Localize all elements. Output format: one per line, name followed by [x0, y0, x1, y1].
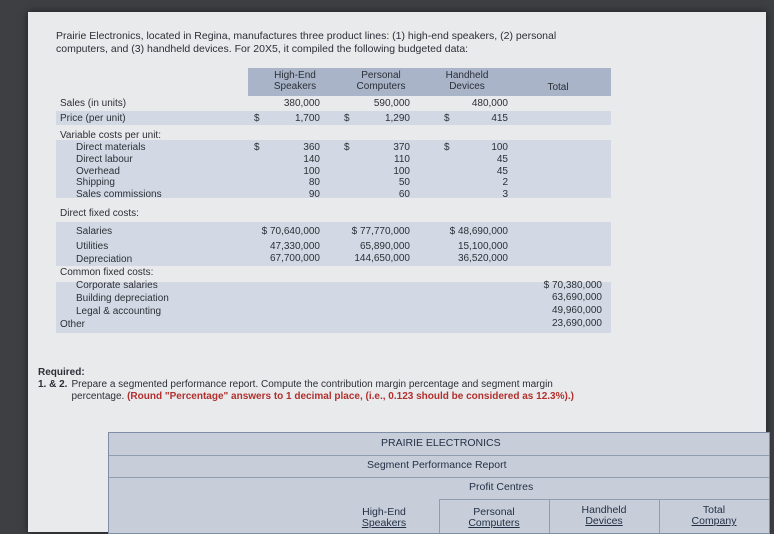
required-number: 1. & 2.	[38, 379, 68, 390]
sc-computers: 60	[398, 189, 410, 200]
label-common-fixed-costs: Common fixed costs:	[60, 267, 154, 278]
report-col-speakers-label: High-End Speakers	[361, 506, 407, 529]
sh-computers: 50	[398, 177, 410, 188]
dm-devices: 100	[491, 142, 508, 153]
oh-devices: 45	[496, 166, 508, 177]
report-group-profit-centres: Profit Centres	[469, 481, 534, 493]
sc-speakers: 90	[308, 189, 320, 200]
dm-cur-1: $	[254, 142, 260, 153]
dep-speakers: 67,700,000	[269, 253, 320, 264]
price-cur-1: $	[254, 113, 260, 124]
col-header-total: Total	[547, 82, 569, 93]
required-body	[71, 379, 598, 403]
label-depreciation: Depreciation	[76, 254, 133, 265]
sh-speakers: 80	[308, 177, 320, 188]
dep-computers: 144,650,000	[354, 253, 410, 264]
uti-devices: 15,100,000	[457, 241, 508, 252]
label-shipping: Shipping	[76, 177, 115, 188]
sales-speakers: 380,000	[283, 98, 320, 109]
sales-devices: 480,000	[471, 98, 508, 109]
label-price: Price (per unit)	[60, 113, 126, 124]
label-sales: Sales (in units)	[60, 98, 127, 109]
report-company: PRAIRIE ELECTRONICS	[381, 437, 501, 449]
required-title: Required:	[38, 367, 85, 378]
sal-devices: $ 48,690,000	[449, 226, 508, 237]
report-title: Segment Performance Report	[367, 459, 507, 471]
report-col-total-label: Total Company	[691, 504, 737, 527]
report-col-computers-label: Personal Computers	[468, 506, 520, 529]
sales-computers: 590,000	[373, 98, 410, 109]
uti-computers: 65,890,000	[359, 241, 410, 252]
price-cur-2: $	[344, 113, 350, 124]
required-text: Prepare a segmented performance report. Compute the contribution margin percentage and segment margin percentage.	[71, 379, 553, 402]
col-header-devices: Handheld Devices	[445, 70, 489, 92]
label-direct-materials: Direct materials	[76, 142, 146, 153]
dm-speakers: 360	[303, 142, 320, 153]
required-section	[38, 367, 598, 403]
label-sales-commissions: Sales commissions	[76, 189, 162, 200]
sal-speakers: $ 70,640,000	[261, 226, 320, 237]
sc-devices: 3	[502, 189, 508, 200]
price-devices: 415	[491, 113, 508, 124]
label-variable-costs: Variable costs per unit:	[60, 130, 161, 141]
label-utilities: Utilities	[76, 241, 109, 252]
sh-devices: 2	[502, 177, 508, 188]
label-building-depreciation: Building depreciation	[76, 293, 169, 304]
price-speakers: 1,700	[294, 113, 320, 124]
label-corporate-salaries: Corporate salaries	[76, 280, 158, 291]
required-rounding-note: (Round "Percentage" answers to 1 decimal place, (i.e., 0.123 should be considered as 12.3%).)	[127, 391, 574, 402]
problem-intro: Prairie Electronics, located in Regina, manufactures three product lines: (1) high-end speakers, (2) personal computers, and (3) handheld devices. For 20X5, it compiled the following budgeted data:	[56, 30, 557, 55]
col-header-speakers: High-End Speakers	[273, 70, 317, 92]
label-salaries: Salaries	[76, 226, 113, 237]
price-computers: 1,290	[384, 113, 410, 124]
dm-cur-3: $	[444, 142, 450, 153]
document-page	[28, 12, 766, 532]
row-band-price	[56, 111, 611, 125]
label-direct-labour: Direct labour	[76, 154, 133, 165]
required-item	[38, 379, 598, 403]
label-overhead: Overhead	[76, 166, 120, 177]
dl-devices: 45	[496, 154, 508, 165]
cs-total: $ 70,380,000	[543, 280, 602, 291]
segment-report-table	[108, 432, 770, 534]
ot-total: 23,690,000	[551, 318, 602, 329]
dm-cur-2: $	[344, 142, 350, 153]
col-header-computers: Personal Computers	[356, 70, 406, 92]
label-direct-fixed-costs: Direct fixed costs:	[60, 208, 139, 219]
label-other: Other	[60, 319, 86, 330]
dep-devices: 36,520,000	[457, 253, 508, 264]
sal-computers: $ 77,770,000	[351, 226, 410, 237]
label-legal-accounting: Legal & accounting	[76, 306, 162, 317]
dl-computers: 110	[394, 154, 410, 165]
report-col-devices-label: Handheld Devices	[581, 504, 627, 527]
dm-computers: 370	[393, 142, 410, 153]
oh-speakers: 100	[303, 166, 320, 177]
bd-total: 63,690,000	[551, 292, 602, 303]
uti-speakers: 47,330,000	[269, 241, 320, 252]
price-cur-3: $	[444, 113, 450, 124]
dl-speakers: 140	[303, 154, 320, 165]
la-total: 49,960,000	[551, 305, 602, 316]
oh-computers: 100	[393, 166, 410, 177]
